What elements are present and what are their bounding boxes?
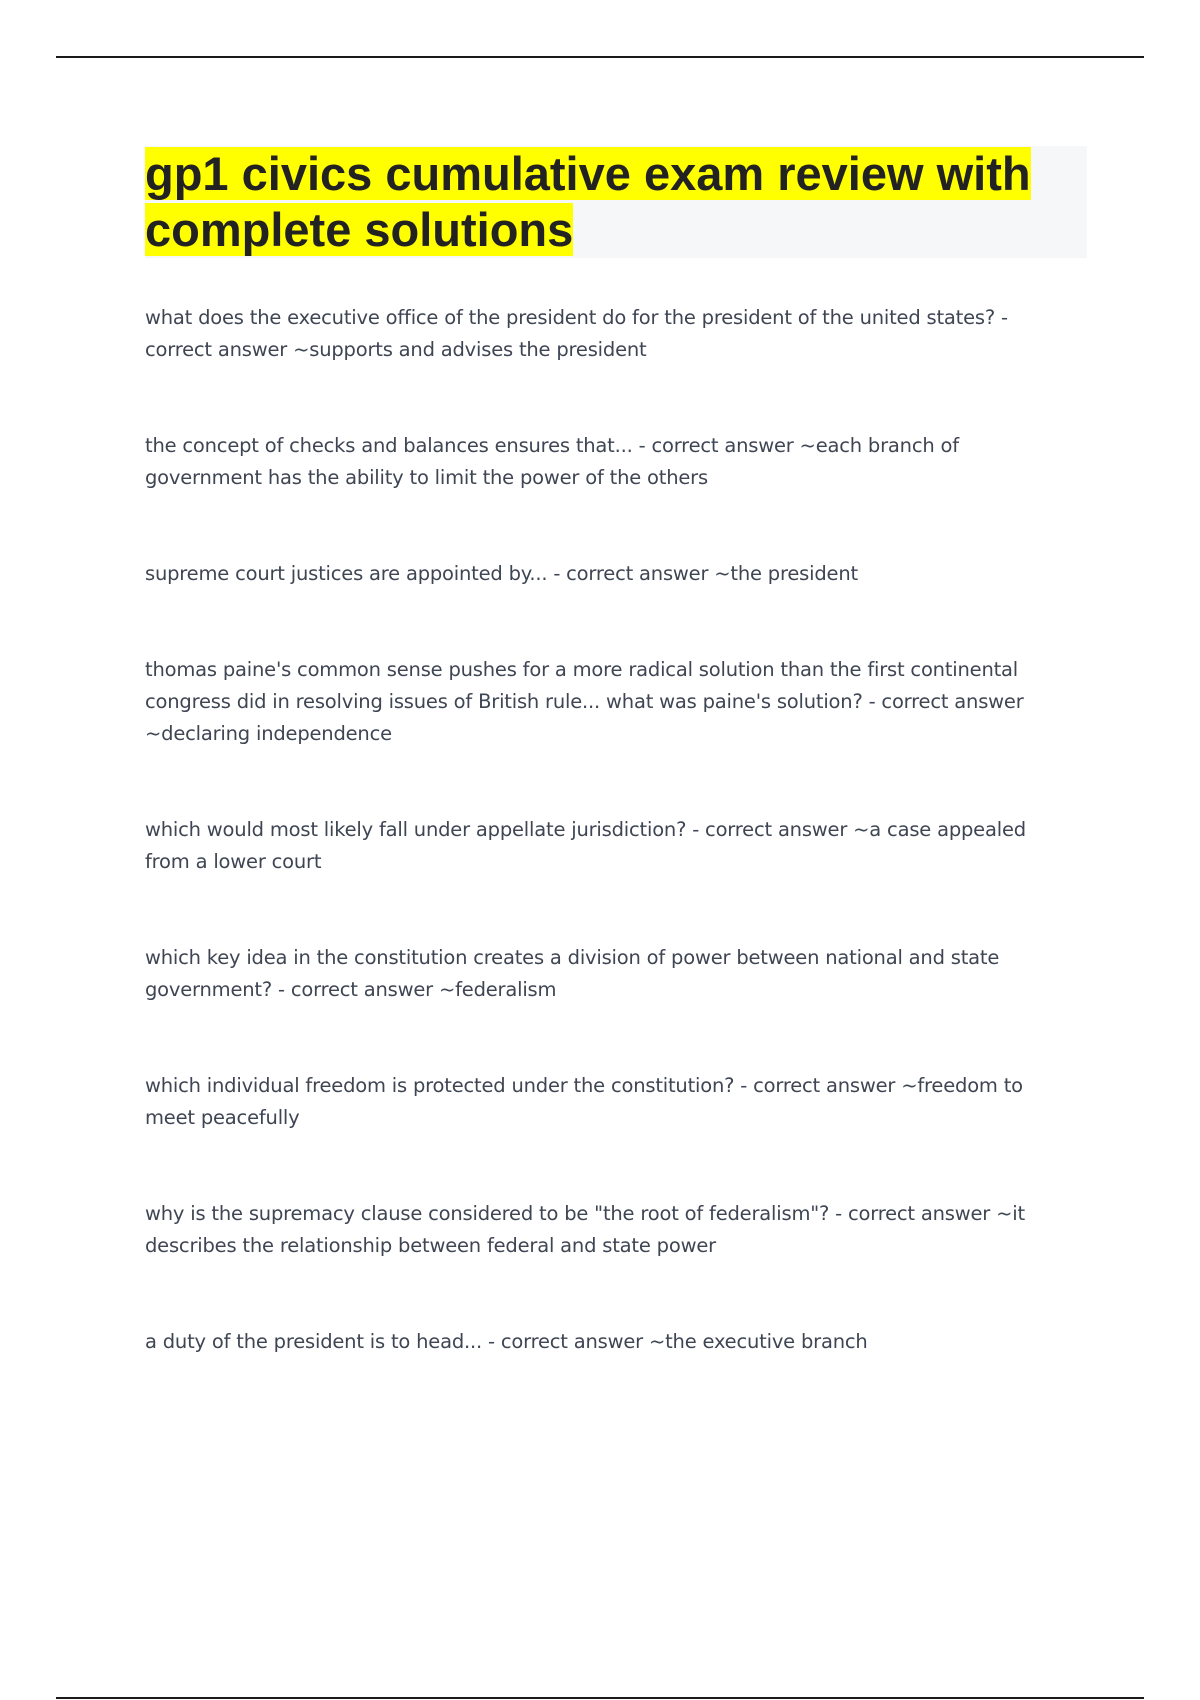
top-rule [56,56,1144,58]
qa-list [145,302,1065,1422]
bottom-rule [56,1697,1144,1699]
qa-item: which individual freedom is protected under the constitution? - correct answer ~freedom to meet peacefully [145,1074,1023,1129]
qa-item: the concept of checks and balances ensures that... - correct answer ~each branch of government has the ability to limit the power of the others [145,434,959,489]
qa-item: why is the supremacy clause considered to be "the root of federalism"? - correct answer ~it describes the relationship between federal and state power [145,1202,1025,1257]
title-highlight: gp1 civics cumulative exam review with complete solutions [145,147,1031,256]
qa-item: supreme court justices are appointed by... - correct answer ~the president [145,562,858,585]
qa-item: which key idea in the constitution creates a division of power between national and state government? - correct answer ~federalism [145,946,1000,1001]
title-block [145,146,1087,258]
qa-item: a duty of the president is to head... - correct answer ~the executive branch [145,1330,868,1353]
qa-item: what does the executive office of the president do for the president of the united states? - correct answer ~supports and advises the president [145,306,1008,361]
qa-item: which would most likely fall under appellate jurisdiction? - correct answer ~a case appealed from a lower court [145,818,1026,873]
document-title [145,146,1087,258]
qa-item: thomas paine's common sense pushes for a more radical solution than the first continental congress did in resolving issues of British rule... what was paine's solution? - correct answer ~declaring independence [145,658,1024,745]
